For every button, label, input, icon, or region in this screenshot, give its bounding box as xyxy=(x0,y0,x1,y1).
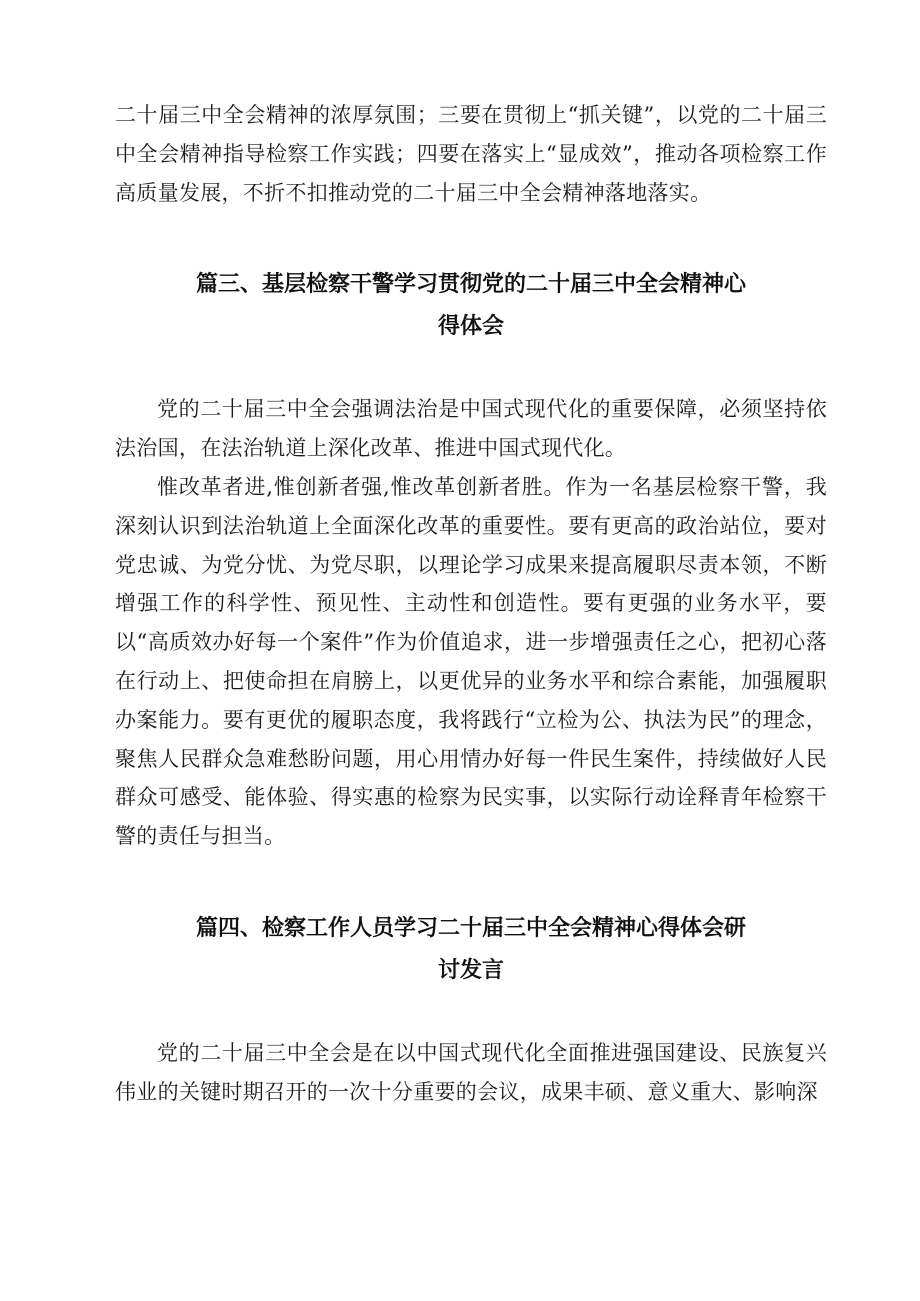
section3-title-line1: 篇三、基层检察干警学习贯彻党的二十届三中全会精神心 xyxy=(195,272,746,298)
section3-title-line2: 得体会 xyxy=(437,314,504,340)
section4-title-line1: 篇四、检察工作人员学习二十届三中全会精神心得体会研 xyxy=(195,915,746,941)
section4-title xyxy=(115,908,827,992)
section3-paragraph-1: 党的二十届三中全会强调法治是中国式现代化的重要保障，必须坚持依法治国，在法治轨道上深化改革、推进中国式现代化。 xyxy=(115,397,827,461)
section3-title xyxy=(115,264,827,348)
section3-paragraph-2: 惟改革者进,惟创新者强,惟改革创新者胜。作为一名基层检察干警，我深刻认识到法治轨道上全面深化改革的重要性。要有更高的政治站位，要对党忠诚、为党分忧、为党尽职，以理论学习成果来提高履职尽责本领，不断增强工作的科学性、预见性、主动性和创造性。要有更强的业务水平，要以“高质效办好每一个案件”作为价值追求，进一步增强责任之心，把初心落在行动上、把使命担在肩膀上，以更优异的业务水平和综合素能，加强履职办案能力。要有更优的履职态度，我将践行“立检为公、执法为民”的理念，聚焦人民群众急难愁盼问题，用心用情办好每一件民生案件，持续做好人民群众可感受、能体验、得实惠的检察为民实事，以实际行动诠释青年检察干警的责任与担当。 xyxy=(115,474,827,849)
section4-title-line2: 讨发言 xyxy=(437,957,504,983)
intro-paragraph: 二十届三中全会精神的浓厚氛围；三要在贯彻上“抓关键”，以党的二十届三中全会精神指导检察工作实践；四要在落实上“显成效”，推动各项检察工作高质量发展，不折不扣推动党的二十届三中全会精神落地落实。 xyxy=(115,103,827,205)
document-body xyxy=(115,96,827,1112)
section4-paragraph-1: 党的二十届三中全会是在以中国式现代化全面推进强国建设、民族复兴伟业的关键时期召开的一次十分重要的会议，成果丰硕、意义重大、影响深 xyxy=(115,1040,827,1104)
